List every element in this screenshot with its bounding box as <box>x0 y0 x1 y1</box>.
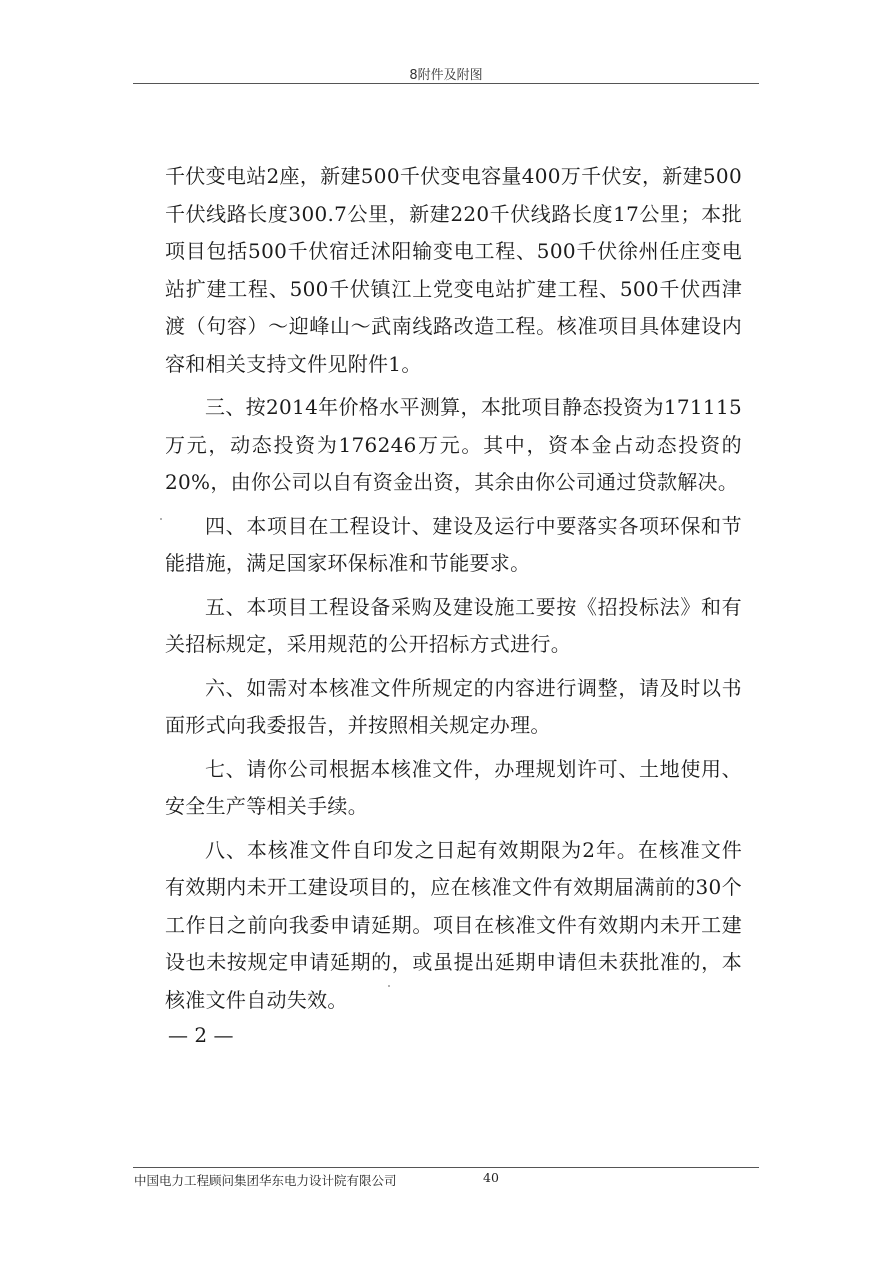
footer-organization: 中国电力工程顾问集团华东电力设计院有限公司 <box>134 1173 397 1188</box>
footer-rule <box>133 1167 759 1168</box>
document-body <box>165 158 742 1019</box>
paragraph-environment: 四、本项目在工程设计、建设及运行中要落实各项环保和节能措施，满足国家环保标准和节能要求。 <box>165 513 742 575</box>
header-rule <box>133 83 759 84</box>
paragraph-investment: 三、按2014年价格水平测算，本批项目静态投资为171115万元，动态投资为176246万元。其中，资本金占动态投资的20%，由你公司以自有资金出资，其余由你公司通过贷款解决。 <box>165 395 742 494</box>
paragraph-procurement: 五、本项目工程设备采购及建设施工要按《招投标法》和有关招标规定，采用规范的公开招标方式进行。 <box>165 594 742 656</box>
paragraph-permits: 七、请你公司根据本核准文件，办理规划许可、土地使用、安全生产等相关手续。 <box>165 756 742 818</box>
scan-speck <box>388 985 390 987</box>
header-title: 8附件及附图 <box>409 68 483 83</box>
paragraph-validity: 八、本核准文件自印发之日起有效期限为2年。在核准文件有效期内未开工建设项目的，应在核准文件有效期届满前的30个工作日之前向我委申请延期。项目在核准文件有效期内未开工建设也未按规定申请延期的，或虽提出延期申请但未获批准的，本核准文件自动失效。 <box>165 837 742 1012</box>
footer-page-number: 40 <box>483 1170 499 1185</box>
paragraph-continuation: 千伏变电站2座，新建500千伏变电容量400万千伏安，新建500千伏线路长度300.7公里，新建220千伏线路长度17公里；本批项目包括500千伏宿迁沭阳输变电工程、500千伏徐州任庄变电站扩建工程、500千伏镇江上党变电站扩建工程、500千伏西津渡（句容）～迎峰山～武南线路改造工程。核准项目具体建设内容和相关支持文件见附件1。 <box>165 164 742 376</box>
scan-speck <box>160 518 162 520</box>
paragraph-adjustment: 六、如需对本核准文件所规定的内容进行调整，请及时以书面形式向我委报告，并按照相关规定办理。 <box>165 675 742 737</box>
document-page-number: — 2 — <box>168 1023 234 1047</box>
